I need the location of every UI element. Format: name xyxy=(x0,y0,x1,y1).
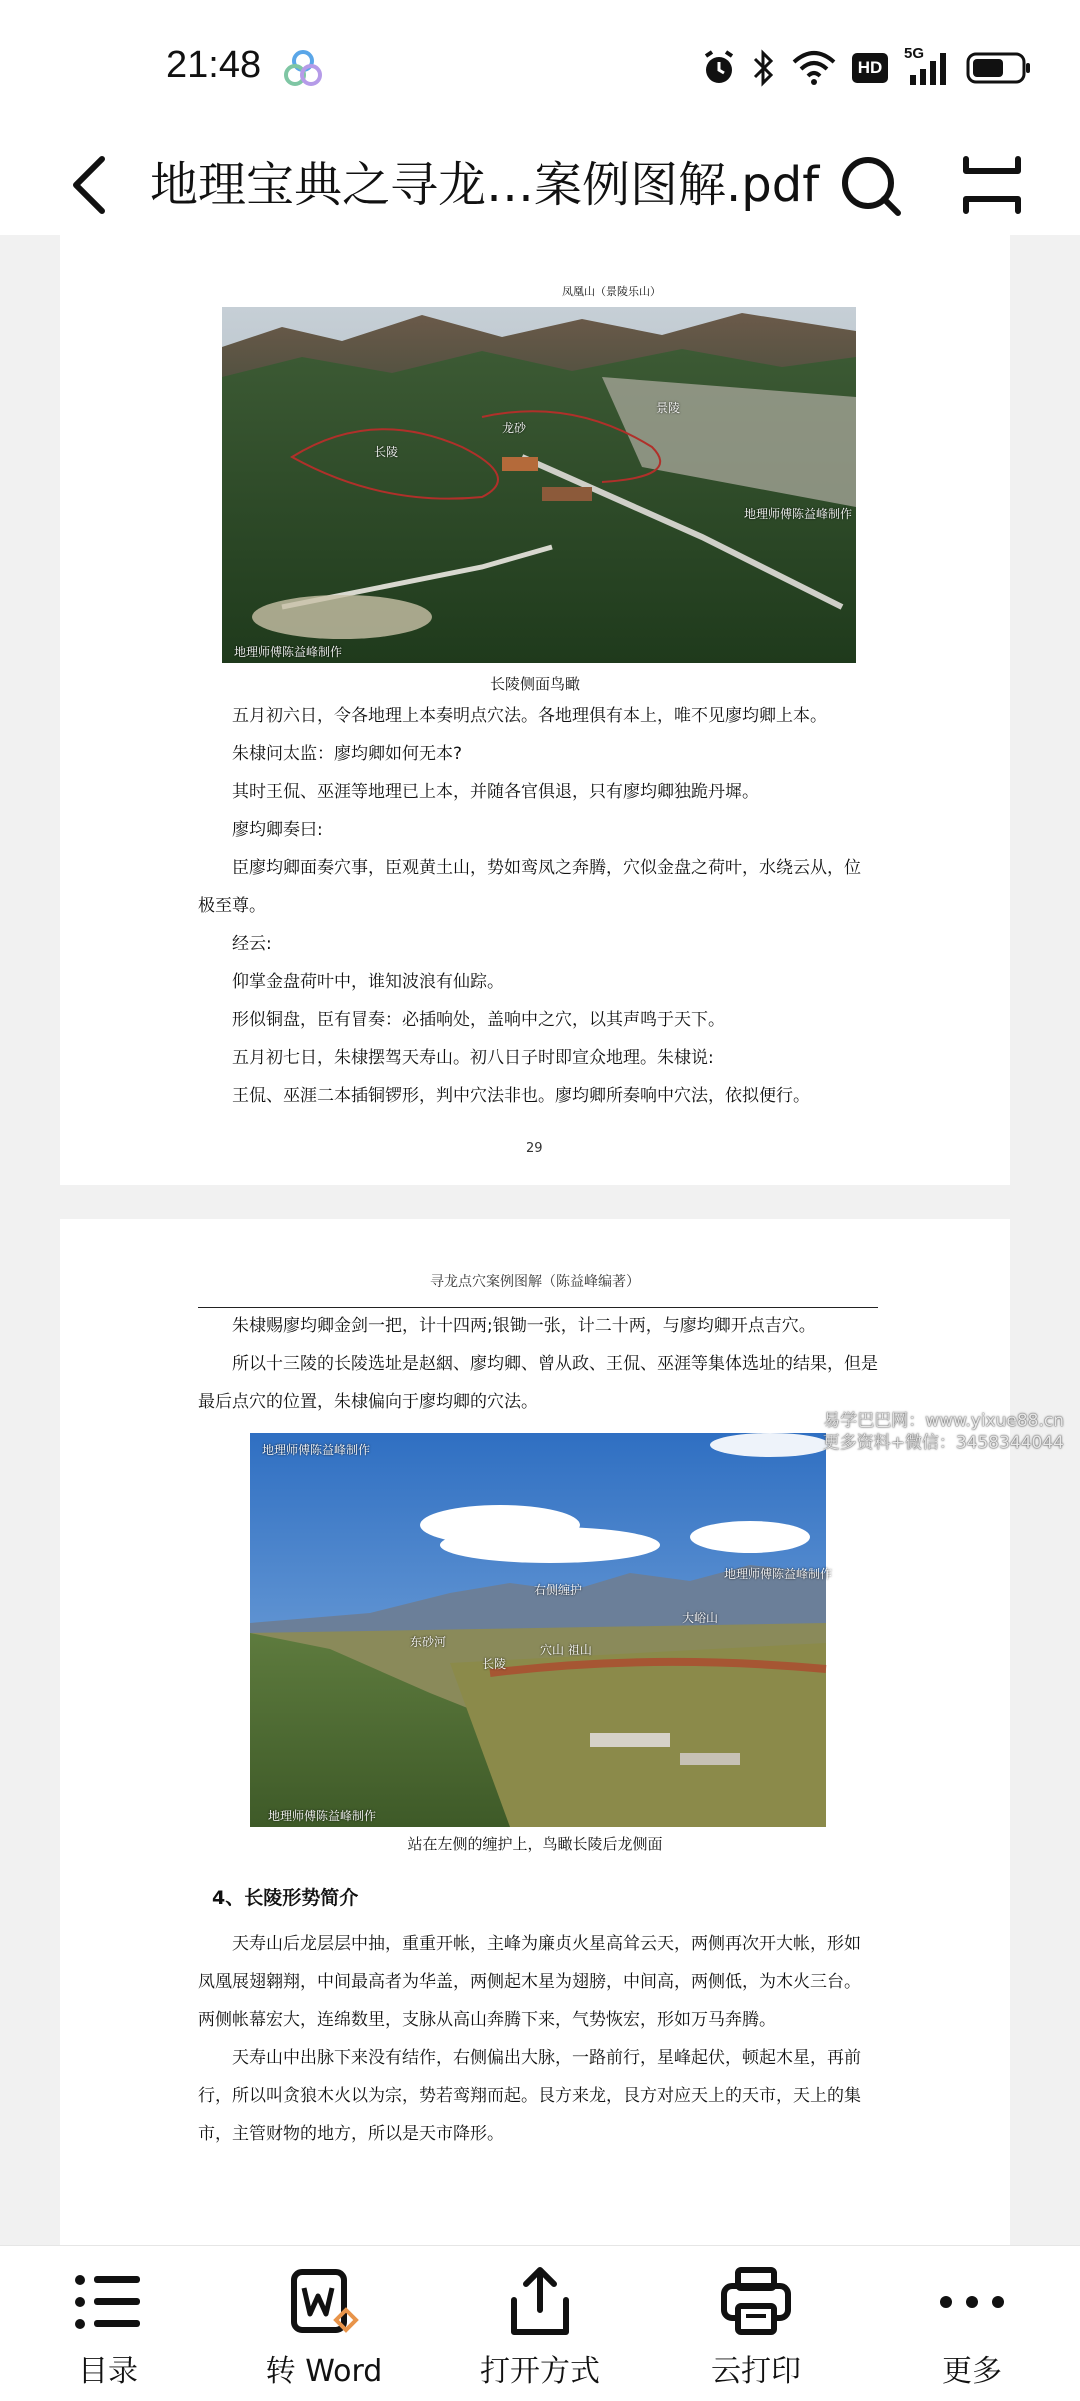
section-heading: 4、长陵形势简介 xyxy=(212,1887,359,1909)
paragraph-line: 朱棣问太监：廖均卿如何无本? xyxy=(232,744,463,764)
photo-credit-right: 地理师傅陈益峰制作 xyxy=(744,507,853,521)
paragraph-line: 仰掌金盘荷叶中，谁知波浪有仙踪。 xyxy=(232,972,504,992)
paragraph-line: 最后点穴的位置，朱棣偏向于廖均卿的穴法。 xyxy=(198,1392,538,1412)
paragraph-line: 市，主管财物的地方，所以是天市降形。 xyxy=(198,2124,504,2144)
photo-credit-right: 地理师傅陈益峰制作 xyxy=(724,1567,833,1581)
toolbar-item-convert-word[interactable] xyxy=(216,2246,432,2401)
paragraph-line: 行，所以叫贪狼木火以为宗，势若鸾翔而起。艮方来龙，艮方对应天上的天市，天上的集 xyxy=(198,2086,861,2106)
paragraph-line: 其时王侃、巫涯等地理已上本，并随各官俱退，只有廖均卿独跪丹墀。 xyxy=(232,782,759,802)
header-rule xyxy=(198,1307,878,1308)
paragraph-line: 朱棣赐廖均卿金剑一把，计十四两;银锄一张，计二十两，与廖均卿开点吉穴。 xyxy=(232,1316,816,1336)
toolbar-label: 目录 xyxy=(78,2354,138,2389)
photo-label-jingling: 景陵 xyxy=(656,401,681,415)
page-number: 29 xyxy=(526,1141,543,1156)
app-bar xyxy=(0,135,1080,235)
search-icon[interactable] xyxy=(836,151,904,219)
paragraph-line: 王侃、巫涯二本插铜锣形，判中穴法非也。廖均卿所奏响中穴法，依拟便行。 xyxy=(232,1086,810,1106)
running-head: 寻龙点穴案例图解（陈益峰编著） xyxy=(430,1274,640,1290)
photo-label-right-guard: 右侧缠护 xyxy=(534,1583,583,1597)
document-title: 地理宝典之寻龙…案例图解.pdf xyxy=(150,157,820,213)
paragraph-line: 廖均卿奏曰: xyxy=(232,820,323,840)
share-icon xyxy=(500,2266,580,2338)
bluetooth-icon xyxy=(752,49,776,87)
photo-caption: 站在左侧的缠护上，鸟瞰长陵后龙侧面 xyxy=(407,1835,663,1853)
toolbar-label: 转 Word xyxy=(265,2354,383,2389)
wifi-icon xyxy=(792,50,836,86)
alarm-icon xyxy=(702,49,736,87)
paragraph-line: 所以十三陵的长陵选址是赵絪、廖均卿、曾从政、王侃、巫涯等集体选址的结果，但是 xyxy=(232,1354,878,1374)
watermark xyxy=(823,1410,1064,1454)
status-time: 21:48 xyxy=(166,44,262,86)
toolbar-item-open-with[interactable] xyxy=(432,2246,648,2401)
signal-5g-icon xyxy=(904,45,950,87)
toolbar-label: 更多 xyxy=(942,2354,1002,2389)
photo-label-dongsha: 东砂河 xyxy=(410,1635,447,1649)
battery-icon xyxy=(966,51,1032,85)
photo-credit-bottom: 地理师傅陈益峰制作 xyxy=(268,1809,377,1823)
photo-caption: 长陵侧面鸟瞰 xyxy=(489,675,580,693)
network-label: 5G xyxy=(904,45,925,62)
paragraph-line: 两侧帐幕宏大，连绵数里，支脉从高山奔腾下来，气势恢宏，形如万马奔腾。 xyxy=(198,2010,776,2030)
paragraph-line: 经云: xyxy=(232,934,272,954)
photo-label-longsha: 龙砂 xyxy=(502,421,527,435)
pdf-page-29 xyxy=(60,235,1010,1185)
paragraph-line: 天寿山后龙层层中抽，重重开帐，主峰为廉贞火星高耸云天，两侧再次开大帐，形如 xyxy=(232,1934,861,1954)
photo-credit-left: 地理师傅陈益峰制作 xyxy=(234,645,343,659)
toolbar-item-contents[interactable] xyxy=(0,2246,216,2401)
photo-label-changling: 长陵 xyxy=(482,1657,507,1671)
watermark-line: 更多资料+微信：3458344044 xyxy=(822,1433,1064,1453)
paragraph-line: 极至尊。 xyxy=(198,896,266,916)
toolbar-label: 云打印 xyxy=(711,2354,801,2389)
paragraph-line: 形似铜盘，臣有冒奏：必插响处，盖响中之穴，以其声鸣于天下。 xyxy=(232,1010,725,1030)
photo-label-top: 凤凰山（景陵乐山） xyxy=(562,285,661,298)
aerial-photo-changling xyxy=(222,285,856,663)
pdf-page-30 xyxy=(60,1219,1010,2249)
watermark-line: 易学巴巴网：www.yixue88.cn xyxy=(823,1411,1064,1431)
photo-label-changling: 长陵 xyxy=(374,445,399,459)
photo-credit-top: 地理师傅陈益峰制作 xyxy=(262,1443,371,1457)
toolbar-label: 打开方式 xyxy=(480,2354,600,2389)
photo-label-zuyingshan: 穴山 祖山 xyxy=(540,1643,592,1657)
paragraph-line: 天寿山中出脉下来没有结作，右侧偏出大脉，一路前行，星峰起伏，顿起木星，再前 xyxy=(232,2048,861,2068)
toolbar-item-more[interactable] xyxy=(864,2246,1080,2401)
more-icon xyxy=(932,2266,1012,2338)
paragraph-line: 臣廖均卿面奏穴事，臣观黄土山，势如鸾凤之奔腾，穴似金盘之荷叶，水绕云从，位 xyxy=(232,858,861,878)
status-icons xyxy=(702,46,1032,90)
back-icon[interactable] xyxy=(60,149,124,221)
hd-icon: HD xyxy=(852,53,888,83)
printer-icon xyxy=(716,2266,796,2338)
convert-word-icon xyxy=(284,2266,364,2338)
menu-icon[interactable] xyxy=(958,151,1026,219)
bottom-toolbar xyxy=(0,2245,1080,2401)
landscape-photo-changling xyxy=(250,1433,833,1827)
toolbar-item-cloud-print[interactable] xyxy=(648,2246,864,2401)
paragraph-line: 五月初七日，朱棣摆驾天寿山。初八日子时即宣众地理。朱棣说: xyxy=(232,1048,714,1068)
list-icon xyxy=(68,2266,148,2338)
paragraph-line: 五月初六日，令各地理上本奏明点穴法。各地理俱有本上，唯不见廖均卿上本。 xyxy=(232,706,827,726)
app-cloud-icon xyxy=(282,48,324,90)
pdf-viewer[interactable] xyxy=(0,235,1080,2245)
photo-label-dayushan: 大峪山 xyxy=(682,1611,719,1625)
status-bar xyxy=(0,0,1080,135)
paragraph-line: 凤凰展翅翱翔，中间最高者为华盖，两侧起木星为翅膀，中间高，两侧低，为木火三台。 xyxy=(198,1972,861,1992)
